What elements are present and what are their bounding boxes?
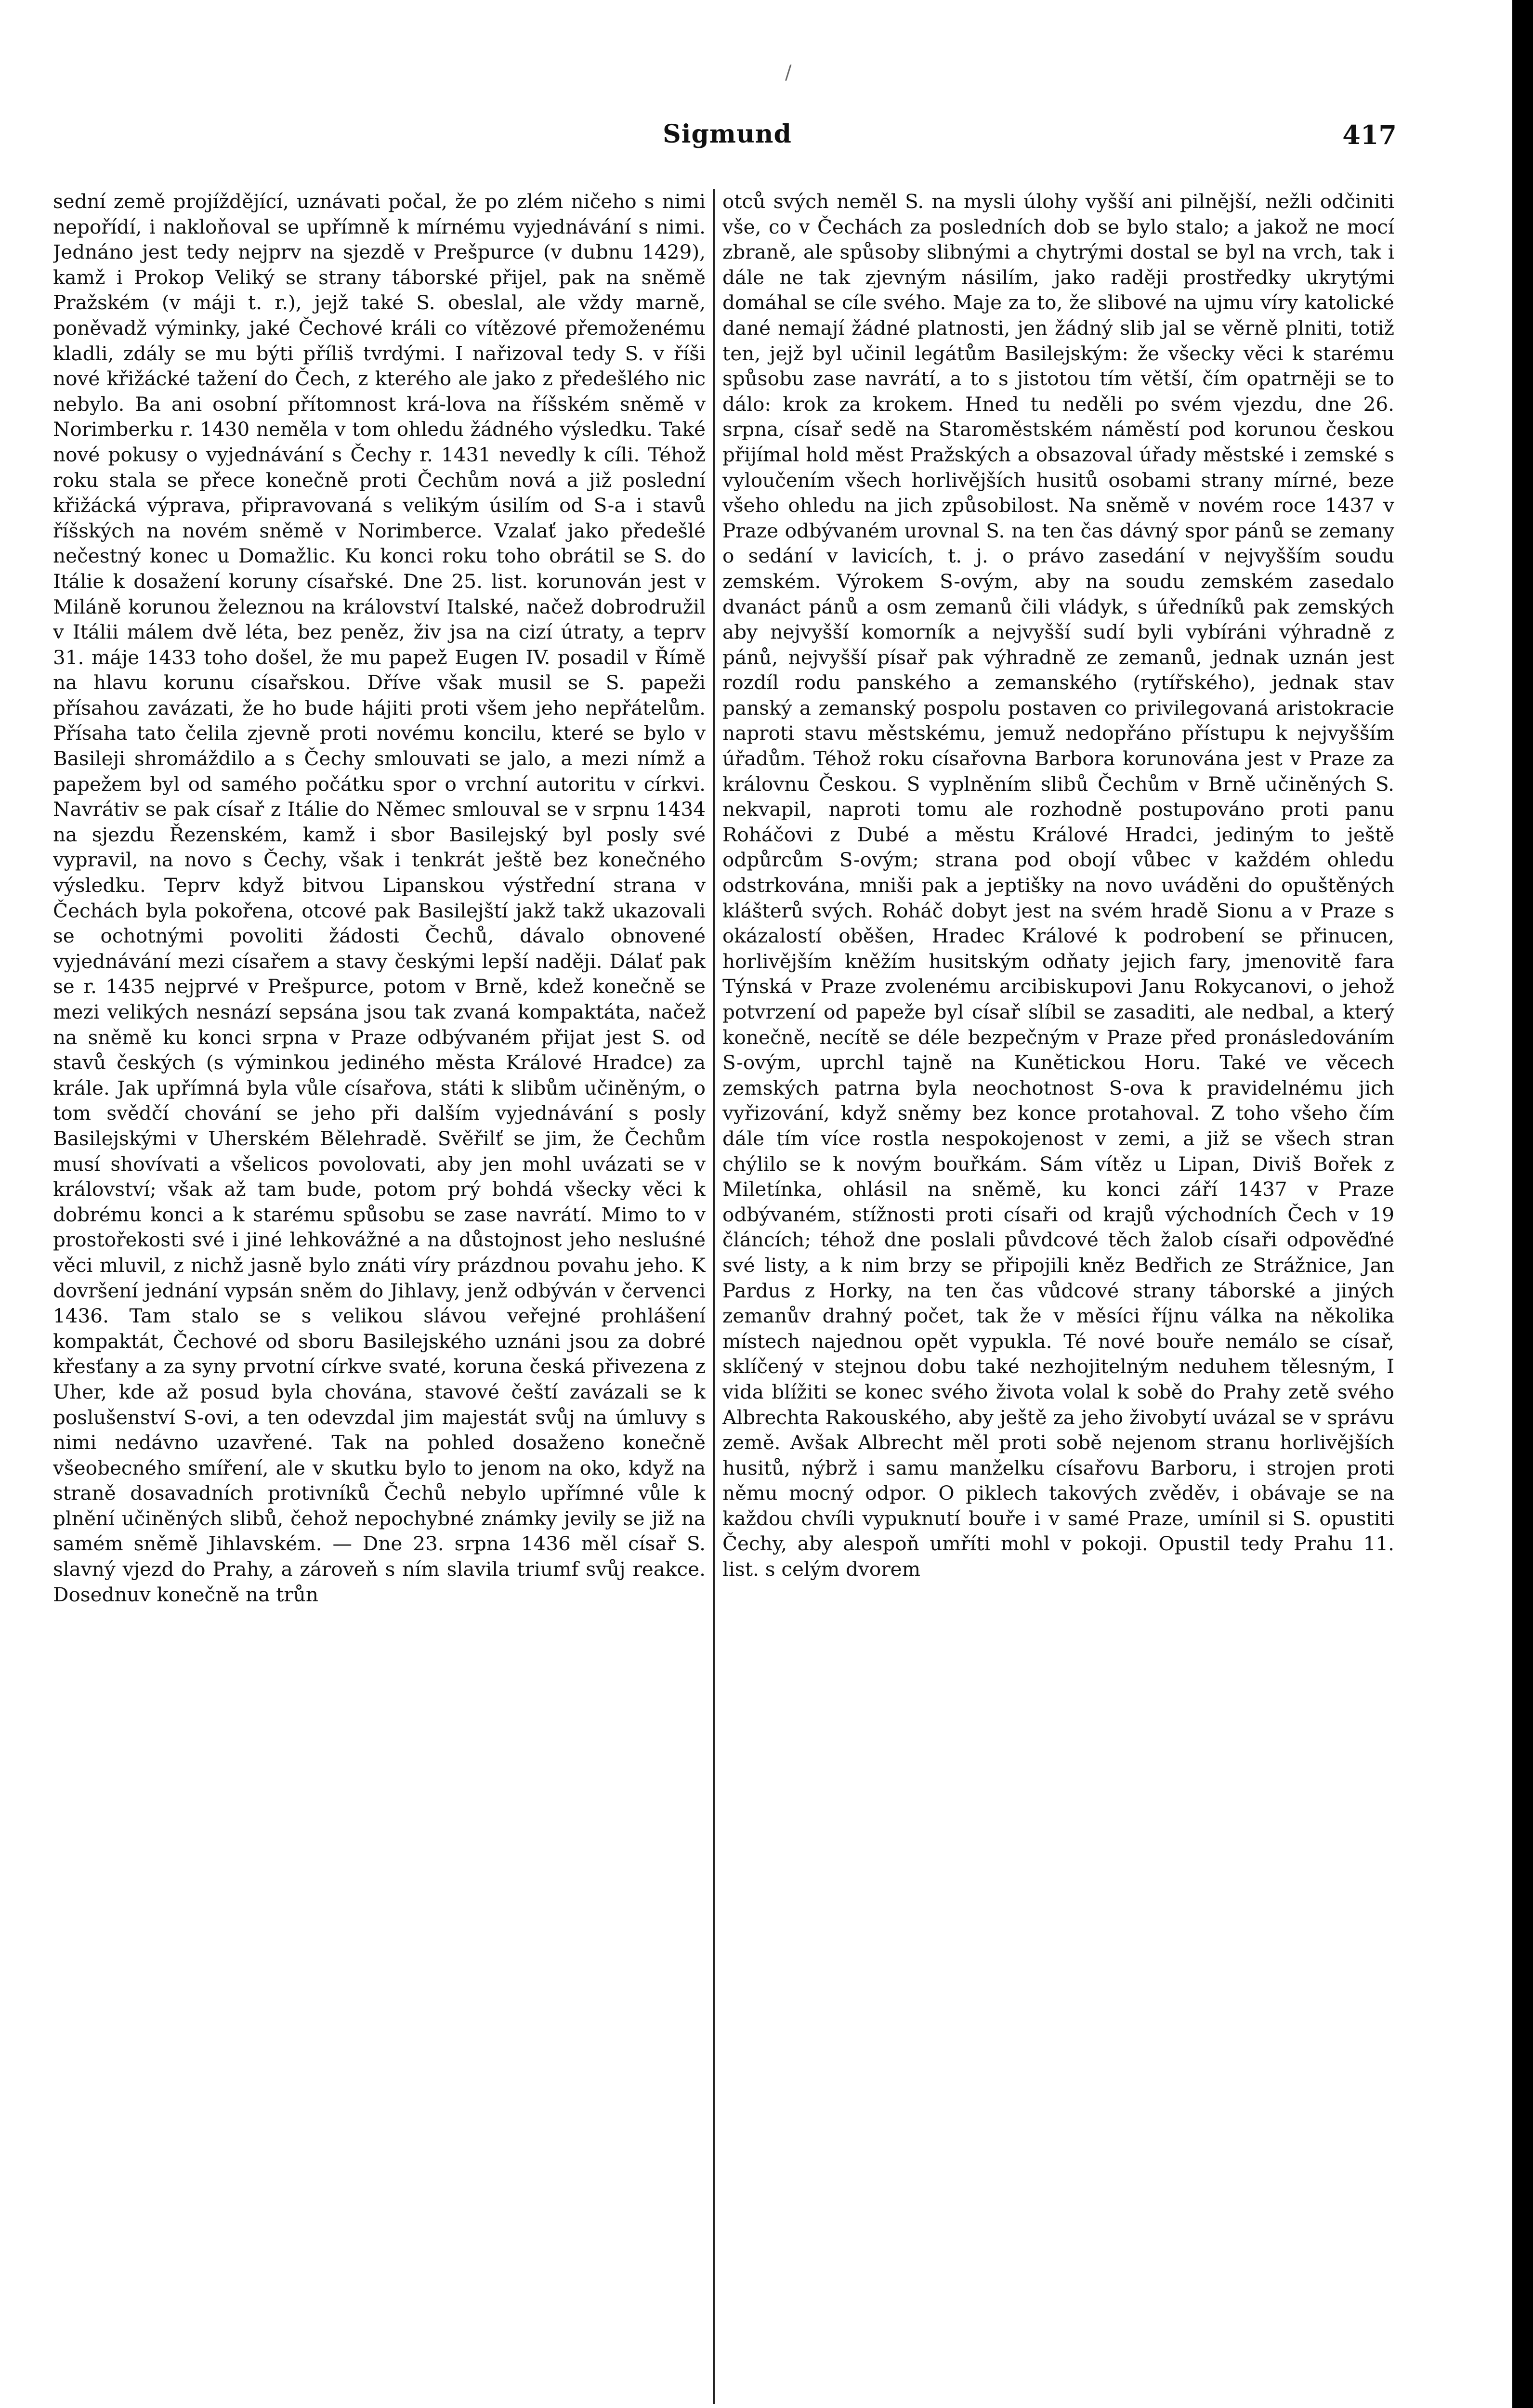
running-head	[67, 62, 1397, 158]
page-number: 417	[1342, 119, 1397, 150]
page-title: Sigmund	[663, 119, 792, 149]
right-column-text: otců svých neměl S. na mysli úlohy vyšší ani pilnější, nežli odčiniti vše, co v Čechách za posledních dob se bylo stalo; a jakož ne mocí zbraně, ale spůsoby slibnými a chytrými dostal se byl na vrch, tak i dále ne tak zjevným násilím, jako raději prostředky ukrytými domáhal se cíle svého. Maje za to, že slibové na ujmu víry katolické dané nemají žádné platnosti, jen žádný slib jal se věrně plniti, totiž ten, jejž byl učinil legátům Basilejským: že všecky věci k starému spůsobu zase navrátí, a to s jistotou tím větší, čím opatrněji se to dálo: krok za krokem. Hned tu neděli po svém vjezdu, dne 26. srpna, císař sedě na Staroměstském náměstí pod korunou českou přijímal hold měst Pražských a obsazoval úřady městské i zemské s vyloučením všech horlivějších husitů osobami strany mírné, beze všeho ohledu na jich způsobilost. Na sněmě v novém roce 1437 v Praze odbývaném urovnal S. na ten čas dávný spor pánů se zemany o sedání v lavicích, t. j. o právo zasedání v nejvyšším soudu zemském. Výrokem S-ovým, aby na soudu zemském zasedalo dvanáct pánů a osm zemanů čili vládyk, s úředníků pak zemských aby nejvyšší komorník a nejvyšší sudí byli vybíráni výhradně z pánů, nejvyšší písař pak výhradně ze zemanů, jednak uznán jest rozdíl rodu panského a zemanského (rytířského), jednak stav panský a zemanský pospolu postaven co privilegovaná aristokracie naproti stavu městskému, jemuž nedopřáno přístupu k nejvyšším úřadům. Téhož roku císařovna Barbora korunována jest v Praze za královnu Českou. S vyplněním slibů Čechům v Brně učiněných S. nekvapil, naproti tomu ale rozhodně postupováno proti panu Roháčovi z Dubé a městu Králové Hradci, jediným to ještě odpůrcům S-ovým; strana pod obojí vůbec v každém ohledu odstrkována, mniši pak a jeptišky na novo uváděni do opuštěných klášterů svých. Roháč dobyt jest na svém hradě Sionu a v Praze s okázalostí oběšen, Hradec Králové k podrobení se přinucen, horlivějším kněžím husitským odňaty jejich fary, jmenovitě fara Týnská v Praze zvolenému arcibiskupovi Janu Rokycanovi, o jehož potvrzení od papeže byl císař slíbil se zasaditi, ale nedbal, a který konečně, necítě se déle bezpečným v Praze před pronásledováním S-ovým, uprchl tajně na Kunětickou Horu. Také ve věcech zemských patrna byla neochotnost S-ova k pravidelnému jich vyřizování, když sněmy bez konce protahoval. Z toho všeho čím dále tím více rostla nespokojenost v zemi, a již se všech stran chýlilo se k novým bouřkám. Sám vítěz u Lipan, Diviš Bořek z Miletínka, ohlásil na sněmě, ku konci září 1437 v Praze odbývaném, stížnosti proti císaři od krajů východních Čech v 19 článcích; téhož dne poslali půvdcové těch žalob císaři odpověďné své listy, a k nim brzy se připojili kněz Bedřich ze Strážnice, Jan Pardus z Horky, na ten čas vůdcové strany táborské a jiných zemanův drahný počet, tak že v měsíci říjnu válka na několika místech najednou opět vypukla. Té nové bouře nemálo se císař, sklíčený v stejnou dobu také nezhojitelným neduhem tělesným, I vida blížiti se konec svého života volal k sobě do Prahy zetě svého Albrechta Rakouského, aby ještě za jeho živobytí uvázal se v správu země. Avšak Albrecht měl proti sobě nejenom stranu horlivějších husitů, nýbrž i samu manželku císařovu Barboru, i strojen proti němu mocný odpor. O piklech takových zvěděv, i obávaje se na každou chvíli vypuknutí bouře i v samé Praze, umínil si S. opustiti Čechy, aby alespoň umříti mohl v pokoji. Opustil tedy Prahu 11. list. s celým dvorem	[722, 190, 1394, 1581]
column-divider	[713, 189, 715, 2404]
left-column-text: sední země projíždějící, uznávati počal, že po zlém ničeho s nimi nepořídí, i nakloňoval se upřímně k mírnému vyjednávání s nimi. Jednáno jest tedy nejprv na sjezdě v Prešpurce (v dubnu 1429), kamž i Prokop Veliký se strany táborské přijel, pak na sněmě Pražském (v máji t. r.), jejž také S. obeslal, ale vždy marně, poněvadž výminky, jaké Čechové králi co vítězové přemoženému kladli, zdály se mu býti příliš tvrdými. I nařizoval tedy S. v říši nové křižácké tažení do Čech, z kterého ale jako z předešlého nic nebylo. Ba ani osobní přítomnost krá-lova na říšském sněmě v Norimberku r. 1430 neměla v tom ohledu žádného výsledku. Také nové pokusy o vyjednávání s Čechy r. 1431 nevedly k cíli. Téhož roku stala se přece konečně proti Čechům nová a již poslední křižácká výprava, připravovaná s velikým úsilím od S-a i stavů říšských na novém sněmě v Norimberce. Vzalať jako předešlé nečestný konec u Domažlic. Ku konci roku toho obrátil se S. do Itálie k dosažení koruny císařské. Dne 25. list. korunován jest v Miláně korunou železnou na království Italské, načež dobrodružil v Itálii málem dvě léta, bez peněz, živ jsa na cizí útraty, a teprv 31. máje 1433 toho došel, že mu papež Eugen IV. posadil v Římě na hlavu korunu císařskou. Dříve však musil se S. papeži přísahou zavázati, že ho bude hájiti proti všem jeho nepřátelům. Přísaha tato čelila zjevně proti novému koncilu, které se bylo v Basileji shromáždilo a s Čechy smlouvati se jalo, a mezi nímž a papežem byl od samého počátku spor o vrchní autoritu v církvi. Navrátiv se pak císař z Itálie do Němec smlouval se v srpnu 1434 na sjezdu Řezenském, kamž i sbor Basilejský byl posly své vypravil, na novo s Čechy, však i tenkrát ještě bez konečného výsledku. Teprv když bitvou Lipanskou výstřední strana v Čechách byla pokořena, otcové pak Basilejští jakž takž ukazovali se ochotnými povoliti žádosti Čechů, dávalo obnovené vyjednávání mezi císařem a stavy českými lepší naději. Dálať pak se r. 1435 nejprvé v Prešpurce, potom v Brně, kdež konečně se mezi velikých nesnází sepsána jsou tak zvaná kompaktáta, načež na sněmě ku konci srpna v Praze odbývaném přijat jest S. od stavů českých (s výminkou jediného města Králové Hradce) za krále. Jak upřímná byla vůle císařova, státi k slibům učiněným, o tom svědčí chování se jeho při dalším vyjednávání s posly Basilejskými v Uherském Bělehradě. Svěřilť se jim, že Čechům musí shovívati a všelicos povolovati, aby jen mohl uvázati se v království; však až tam bude, potom prý bohdá všecky věci k dobrému konci a k starému spůsobu se zase navrátí. Mimo to v prostořekosti své i jiné lehkovážné a na důstojnost jeho nesluśné věci mluvil, z nichž jasně bylo znáti víry prázdnou povahu jeho. K dovršení jednání vypsán sněm do Jihlavy, jenž odbýván v červenci 1436. Tam stalo se s velikou slávou veřejné prohlášení kompaktát, Čechové od sboru Basilejského uznáni jsou za dobré křesťany a za syny prvotní církve svaté, koruna česká přivezena z Uher, kde až posud byla chována, stavové čeští zavázali se k poslušenství S-ovi, a ten odevzdal jim majestát svůj na úmluvy s nimi nedávno uzavřené. Tak na pohled dosaženo konečně všeobecného smíření, ale v skutku bylo to jenom na oko, když na straně dosavadních protivníků Čechů nebylo upřímné vůle k plnění učiněných slibů, čehož nepochybné známky jevily se již na samém sněmě Jihlavském. — Dne 23. srpna 1436 měl císař S. slavný vjezd do Prahy, a zároveň s ním slavila triumf svůj reakce. Dosednuv konečně na trůn	[53, 190, 706, 1606]
stray-mark: /	[785, 62, 792, 84]
right-column	[722, 189, 1394, 2408]
scan-edge	[1512, 0, 1533, 2408]
left-column	[53, 189, 706, 2408]
